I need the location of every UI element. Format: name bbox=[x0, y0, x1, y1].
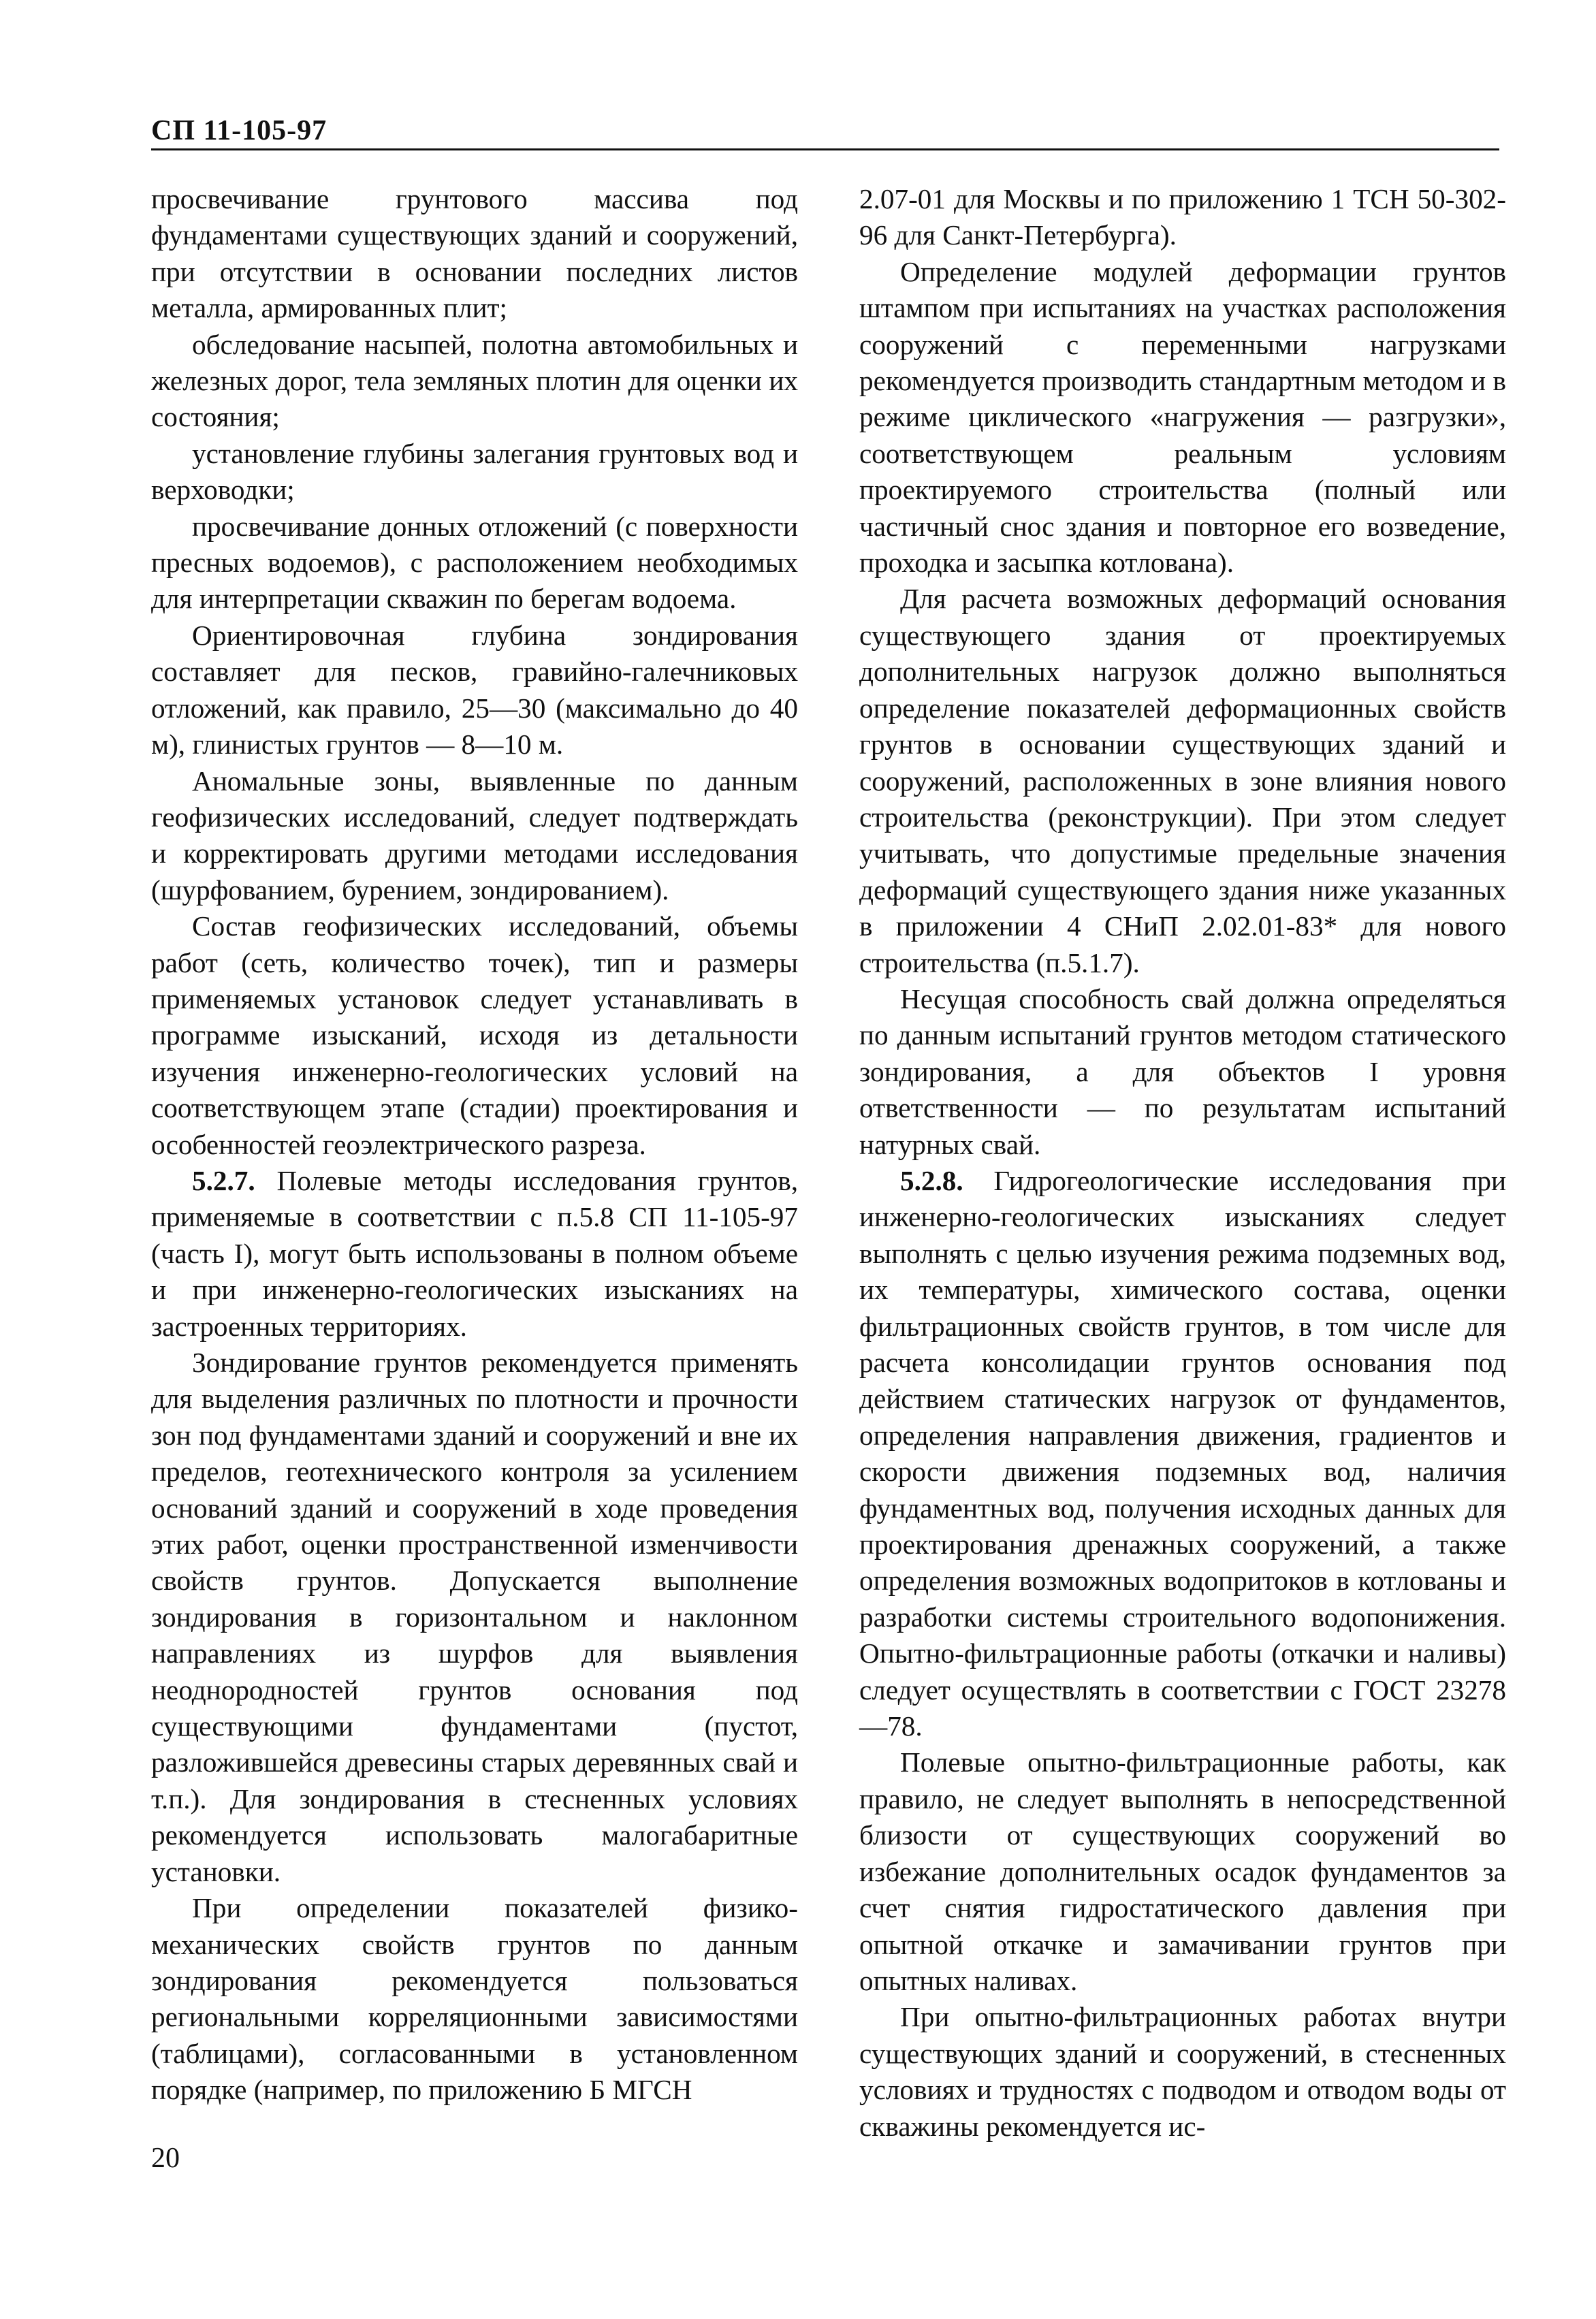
paragraph-text: просвечивание донных отложений (с поверхности пресных водоемов), с расположением необходимых для интерпретации скважин по берегам водоема. bbox=[151, 510, 798, 615]
paragraph bbox=[151, 327, 798, 436]
paragraph bbox=[859, 181, 1506, 254]
section-number: 5.2.8. bbox=[900, 1164, 963, 1196]
paragraph-text: просвечивание грунтового массива под фундаментами существующих зданий и сооружений, при отсутствии в основании последних листов металла, армированных плит; bbox=[151, 183, 798, 324]
document-code: СП 11-105-97 bbox=[151, 115, 328, 146]
paragraph bbox=[859, 1744, 1506, 1999]
paragraph bbox=[859, 1163, 1506, 1745]
paragraph bbox=[151, 436, 798, 509]
paragraph bbox=[859, 1999, 1506, 2145]
paragraph-text: Определение модулей деформации грунтов штампом при испытаниях на участках расположения сооружений с переменными нагрузками рекомендуется производить стандартным методом и в режиме циклического «нагружения — разгрузки», соответствующем реальным условиям проектируемого строительства (полный или частичный снос здания и повторное его возведение, проходка и засыпка котлована). bbox=[859, 255, 1506, 579]
paragraph-text: Гидрогеологические исследования при инженерно-геологических изысканиях следует выполнять с целью изучения режима подземных вод, их температуры, химического состава, оценки фильтрационных свойств грунтов, в том числе для расчета консолидации грунтов основания под действием статических нагрузок от фундаментов, определения направления движения, градиентов и скорости движения подземных вод, наличия фундаментных вод, получения исходных данных для проектирования дренажных сооружений, а также определения возможных водопритоков в котлованы и разработки системы строительного водопонижения. Опытно-фильтрационные работы (откачки и наливы) следует осуществлять в соответствии с ГОСТ 23278—78. bbox=[859, 1164, 1506, 1742]
paragraph-text: установление глубины залегания грунтовых вод и верховодки; bbox=[151, 437, 798, 506]
page-number: 20 bbox=[151, 2143, 180, 2174]
paragraph-text: Несущая способность свай должна определяться по данным испытаний грунтов методом статического зондирования, а для объектов I уровня ответственности — по результатам испытаний натурных свай. bbox=[859, 982, 1506, 1160]
paragraph bbox=[151, 618, 798, 763]
paragraph-text: При опытно-фильтрационных работах внутри существующих зданий и сооружений, в стесненных условиях и трудностях с подводом и отводом воды от скважины рекомендуется ис- bbox=[859, 2001, 1506, 2142]
right-column bbox=[859, 181, 1506, 2145]
header-divider bbox=[151, 148, 1499, 150]
paragraph-text: Полевые методы исследования грунтов, применяемые в соответствии с п.5.8 СП 11-105-97 (часть I), могут быть использованы в полном объеме и при инженерно-геологических изысканиях на застроенных территориях. bbox=[151, 1164, 798, 1342]
paragraph-text: Ориентировочная глубина зондирования составляет для песков, гравийно-галечниковых отложений, как правило, 25—30 (максимально до 40 м), глинистых грунтов — 8—10 м. bbox=[151, 619, 798, 761]
paragraph bbox=[859, 254, 1506, 581]
paragraph-text: Зондирование грунтов рекомендуется применять для выделения различных по плотности и прочности зон под фундаментами зданий и сооружений и вне их пределов, геотехнического контроля за усилением оснований зданий и сооружений в ходе проведения этих работ, оценки пространственной изменчивости свойств грунтов. Допускается выполнение зондирования в горизонтальном и наклонном направлениях из шурфов для выявления неоднородностей грунтов основания под существующими фундаментами (пустот, разложившейся древесины старых деревянных свай и т.п.). Для зондирования в стесненных условиях рекомендуется использовать малогабаритные установки. bbox=[151, 1347, 798, 1887]
paragraph bbox=[151, 763, 798, 909]
paragraph bbox=[151, 1890, 798, 2108]
paragraph-text: При определении показателей физико-механических свойств грунтов по данным зондирования рекомендуется пользоваться региональными корреляционными зависимостями (таблицами), согласованными в установленном порядке (например, по приложению Б МГСН bbox=[151, 1892, 798, 2106]
paragraph-text: Аномальные зоны, выявленные по данным геофизических исследований, следует подтверждать и корректировать другими методами исследования (шурфованием, бурением, зондированием). bbox=[151, 765, 798, 906]
paragraph-text: обследование насыпей, полотна автомобильных и железных дорог, тела земляных плотин для оценки их состояния; bbox=[151, 328, 798, 433]
paragraph bbox=[151, 509, 798, 618]
paragraph bbox=[151, 908, 798, 1163]
paragraph bbox=[151, 1345, 798, 1890]
paragraph bbox=[151, 1163, 798, 1345]
left-column bbox=[151, 181, 798, 2109]
section-number: 5.2.7. bbox=[192, 1164, 255, 1196]
paragraph-text: Для расчета возможных деформаций основания существующего здания от проектируемых дополнительных нагрузок должно выполняться определение показателей деформационных свойств грунтов в основании существующих зданий и сооружений, расположенных в зоне влияния нового строительства (реконструкции). При этом следует учитывать, что допустимые предельные значения деформаций существующего здания ниже указанных в приложении 4 СНиП 2.02.01-83* для нового строительства (п.5.1.7). bbox=[859, 583, 1506, 978]
paragraph-text: 2.07-01 для Москвы и по приложению 1 ТСН 50-302-96 для Санкт-Петербурга). bbox=[859, 183, 1506, 251]
paragraph-text: Полевые опытно-фильтрационные работы, как правило, не следует выполнять в непосредственной близости от существующих сооружений во избежание дополнительных осадок фундаментов за счет снятия гидростатического давления при опытной откачке и замачивании грунтов при опытных наливах. bbox=[859, 1746, 1506, 1996]
paragraph bbox=[859, 581, 1506, 980]
paragraph bbox=[151, 181, 798, 327]
paragraph-text: Состав геофизических исследований, объемы работ (сеть, количество точек), тип и размеры применяемых установок следует устанавливать в программе изысканий, исходя из детальности изучения инженерно-геологических условий на соответствующем этапе (стадии) проектирования и особенностей геоэлектрического разреза. bbox=[151, 910, 798, 1160]
paragraph bbox=[859, 981, 1506, 1163]
